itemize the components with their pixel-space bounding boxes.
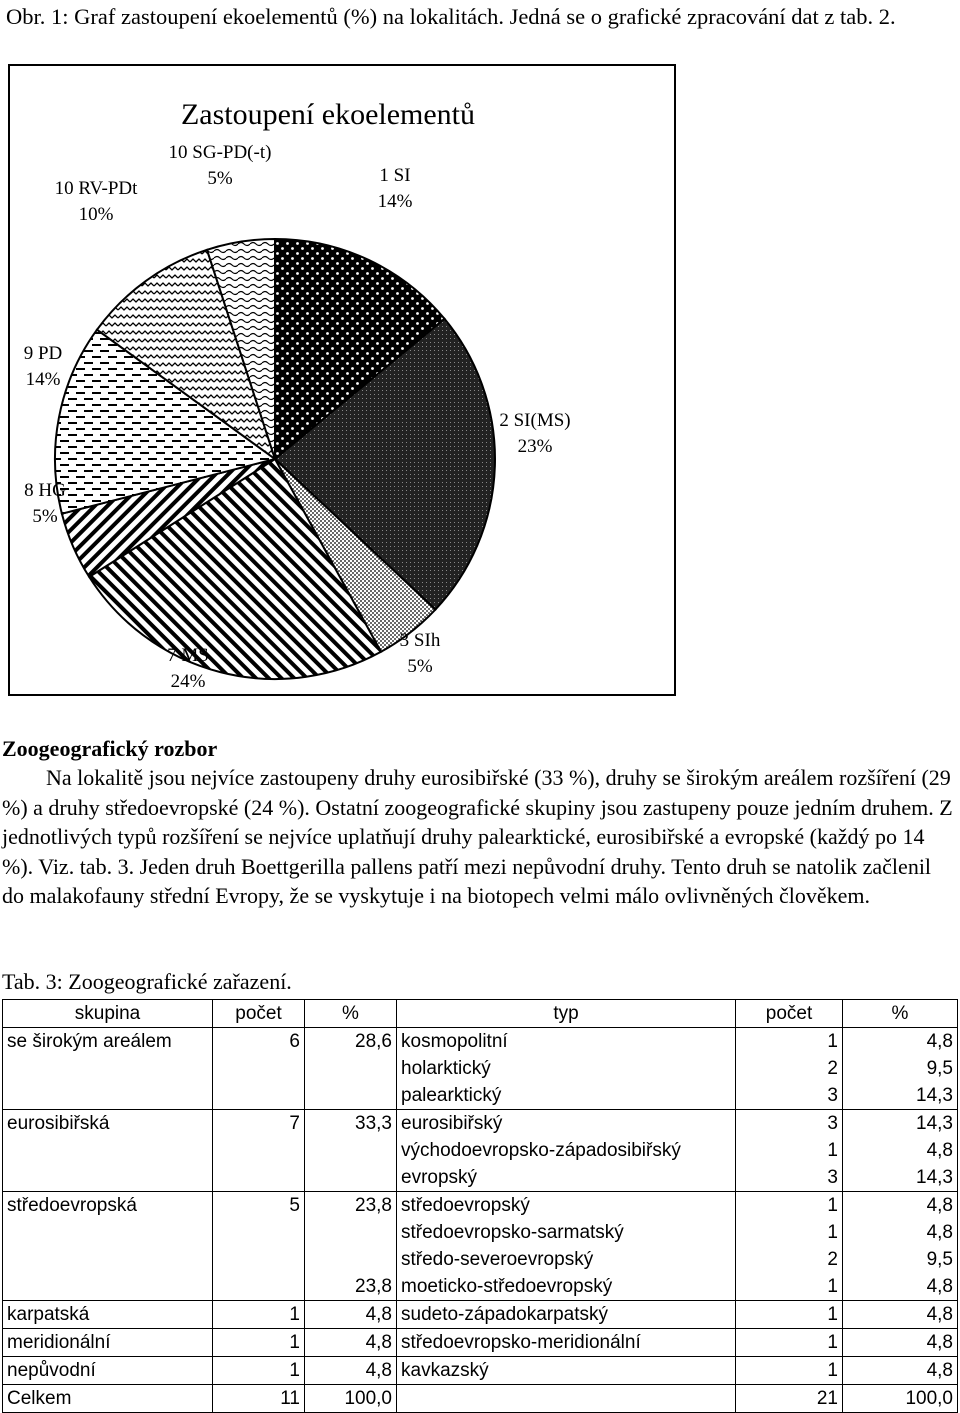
table-cell — [305, 1082, 397, 1110]
table-cell: 100,0 — [305, 1385, 397, 1413]
table-cell: 1 — [736, 1028, 843, 1056]
table-cell: 23,8 — [305, 1192, 397, 1220]
table-cell: nepůvodní — [3, 1357, 213, 1385]
table-cell: 1 — [736, 1137, 843, 1164]
table-cell — [3, 1246, 213, 1273]
table-cell: 1 — [736, 1219, 843, 1246]
pie-chart-frame — [8, 64, 676, 696]
slice-percent: 14% — [377, 191, 413, 212]
table-row — [3, 1357, 958, 1385]
table-cell: středoevropská — [3, 1192, 213, 1220]
table-cell: 4,8 — [843, 1028, 958, 1056]
slice-percent: 24% — [170, 671, 206, 692]
table-cell: 7 — [213, 1110, 305, 1138]
table-cell: 1 — [736, 1273, 843, 1301]
table-cell: 4,8 — [305, 1329, 397, 1357]
table-row — [3, 1329, 958, 1357]
table-row — [3, 1164, 958, 1192]
table-cell: 4,8 — [843, 1137, 958, 1164]
section-title: Zoogeografický rozbor — [2, 736, 218, 761]
header-skupina: skupina — [3, 1000, 213, 1028]
table-cell: 9,5 — [843, 1055, 958, 1082]
table-cell: 21 — [736, 1385, 843, 1413]
table-cell: 4,8 — [843, 1219, 958, 1246]
table-row — [3, 1301, 958, 1329]
slice-label: 8 HG — [24, 480, 66, 501]
table-cell — [213, 1246, 305, 1273]
table-row — [3, 1137, 958, 1164]
table-cell — [213, 1137, 305, 1164]
slice-percent: 14% — [25, 369, 61, 390]
slice-label: 9 PD — [23, 343, 63, 364]
table-cell: 2 — [736, 1246, 843, 1273]
table-cell: palearktický — [397, 1082, 736, 1110]
slice-percent: 10% — [78, 204, 114, 225]
table-cell: středo-severoevropský — [397, 1246, 736, 1273]
table-row — [3, 1055, 958, 1082]
table-cell — [213, 1055, 305, 1082]
slice-label: 1 SI — [379, 165, 411, 186]
slice-percent: 23% — [517, 436, 553, 457]
table-cell: 4,8 — [843, 1357, 958, 1385]
table-cell: 1 — [213, 1329, 305, 1357]
table-cell: 4,8 — [843, 1273, 958, 1301]
table-cell — [213, 1273, 305, 1301]
table-cell: 1 — [736, 1329, 843, 1357]
table-cell — [3, 1137, 213, 1164]
table-cell: východoevropsko-západosibiřský — [397, 1137, 736, 1164]
paragraph-text: Na lokalitě jsou nejvíce zastoupeny druhy eurosibiřské (33 %), druhy se širokým areálem rozšíření (29 %) a druhy středoevropské (24 %). Ostatní zoogeografické skupiny jsou zastupeny pouze jedním druhem. Z jednotlivých typů rozšíření se nejvíce uplatňují druhy palearktické, eurosibiřské a evropské (každý po 14 %). Viz. tab. 3. Jeden druh Boettgerilla pallens patří mezi nepůvodní druhy. Tento druh se natolik začlenil do malakofauny střední Evropy, že se vyskytuje i na biotopech velmi málo ovlivněných člověkem. — [2, 765, 953, 908]
table-cell: Celkem — [3, 1385, 213, 1413]
table-cell: 14,3 — [843, 1082, 958, 1110]
table-cell — [305, 1137, 397, 1164]
table-cell — [305, 1164, 397, 1192]
table-cell: 3 — [736, 1082, 843, 1110]
table-cell — [3, 1055, 213, 1082]
zoogeography-table — [2, 999, 958, 1413]
table-cell — [213, 1219, 305, 1246]
table-cell: karpatská — [3, 1301, 213, 1329]
table-cell: holarktický — [397, 1055, 736, 1082]
table-row — [3, 1246, 958, 1273]
table-cell: 3 — [736, 1110, 843, 1138]
header-typ: typ — [397, 1000, 736, 1028]
table-cell: 4,8 — [843, 1301, 958, 1329]
table-cell — [305, 1055, 397, 1082]
table-cell: 33,3 — [305, 1110, 397, 1138]
table-cell: 1 — [213, 1301, 305, 1329]
table-cell: 100,0 — [843, 1385, 958, 1413]
slice-percent: 5% — [207, 168, 233, 189]
table-cell: se širokým areálem — [3, 1028, 213, 1056]
header-pocet-typ: počet — [736, 1000, 843, 1028]
header-percent: % — [305, 1000, 397, 1028]
header-percent-typ: % — [843, 1000, 958, 1028]
table-cell: 5 — [213, 1192, 305, 1220]
table-row — [3, 1219, 958, 1246]
table-cell: 3 — [736, 1164, 843, 1192]
table-caption: Tab. 3: Zoogeografické zařazení. — [2, 969, 292, 994]
slice-percent: 5% — [407, 656, 433, 677]
table-cell — [3, 1273, 213, 1301]
table-cell: 1 — [736, 1357, 843, 1385]
table-cell: 1 — [736, 1192, 843, 1220]
table-cell: 9,5 — [843, 1246, 958, 1273]
table-cell: 2 — [736, 1055, 843, 1082]
table-cell: středoevropsko-sarmatský — [397, 1219, 736, 1246]
chart-title: Zastoupení ekoelementů — [180, 98, 476, 131]
header-pocet: počet — [213, 1000, 305, 1028]
table-cell: 4,8 — [305, 1357, 397, 1385]
table-cell — [3, 1164, 213, 1192]
table-cell — [305, 1246, 397, 1273]
table-cell: eurosibiřská — [3, 1110, 213, 1138]
table-cell: 14,3 — [843, 1110, 958, 1138]
table-cell: 1 — [736, 1301, 843, 1329]
table-cell — [397, 1385, 736, 1413]
table-cell: 1 — [213, 1357, 305, 1385]
table-cell: eurosibiřský — [397, 1110, 736, 1138]
table-cell: moeticko-středoevropský — [397, 1273, 736, 1301]
table-cell: 28,6 — [305, 1028, 397, 1056]
table-cell: středoevropský — [397, 1192, 736, 1220]
table-cell — [3, 1082, 213, 1110]
table-row — [3, 1385, 958, 1413]
table-cell: kavkazský — [397, 1357, 736, 1385]
table-cell — [213, 1082, 305, 1110]
table-cell: 4,8 — [843, 1329, 958, 1357]
table-cell: 4,8 — [305, 1301, 397, 1329]
table-cell: středoevropsko-meridionální — [397, 1329, 736, 1357]
table-cell: evropský — [397, 1164, 736, 1192]
table-header-row — [3, 1000, 958, 1028]
table-cell — [213, 1164, 305, 1192]
table-cell — [3, 1219, 213, 1246]
table-cell: sudeto-západokarpatský — [397, 1301, 736, 1329]
table-cell: 23,8 — [305, 1273, 397, 1301]
slice-label: 10 RV-PDt — [54, 178, 138, 199]
table-row — [3, 1028, 958, 1056]
table-row — [3, 1192, 958, 1220]
table-cell: kosmopolitní — [397, 1028, 736, 1056]
table-row — [3, 1273, 958, 1301]
slice-percent: 5% — [32, 506, 58, 527]
slice-label: 2 SI(MS) — [499, 410, 571, 431]
table-cell: meridionální — [3, 1329, 213, 1357]
pie-chart — [10, 66, 674, 694]
slice-label: 3 SIh — [399, 630, 441, 651]
table-cell: 6 — [213, 1028, 305, 1056]
table-cell — [305, 1219, 397, 1246]
table-row — [3, 1082, 958, 1110]
table-cell: 4,8 — [843, 1192, 958, 1220]
body-paragraph — [2, 763, 957, 911]
table-cell: 14,3 — [843, 1164, 958, 1192]
table-row — [3, 1110, 958, 1138]
slice-label: 7 MS — [167, 645, 209, 666]
table-cell: 11 — [213, 1385, 305, 1413]
slice-label: 10 SG-PD(-t) — [168, 142, 272, 163]
figure-caption: Obr. 1: Graf zastoupení ekoelementů (%) na lokalitách. Jedná se o grafické zpracování dat z tab. 2. — [6, 4, 896, 29]
